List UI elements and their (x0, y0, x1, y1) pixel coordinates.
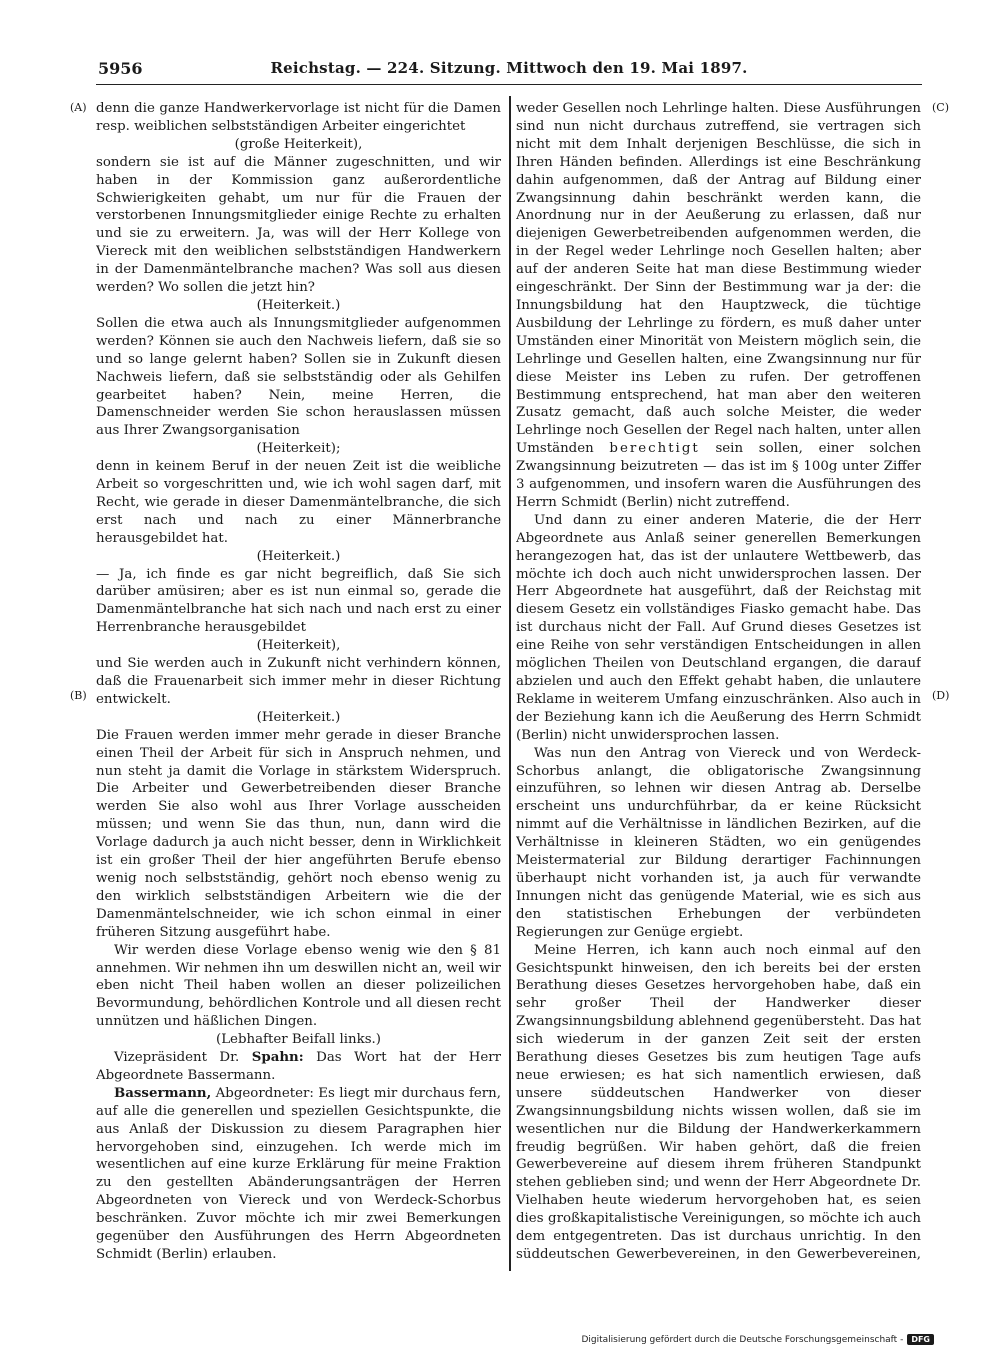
speaker-speech (96, 1085, 501, 1264)
left-column (96, 100, 501, 1265)
emphasized-word: berechtigt (609, 441, 700, 457)
speaker-name: Spahn: (251, 1049, 304, 1066)
column-divider (509, 96, 511, 1271)
page-number: 5956 (98, 59, 143, 78)
paragraph-text: weder Gesellen noch Lehrlinge halten. Diese Ausführungen sind nun nicht durchaus zutreffend, sie vertragen sich nicht mit dem Inhalt derjenigen Beschlüsse, die sich in Ihren Händen befinden. Allerdings ist eine Beschränkung dahin aufgenommen, daß der Antrag auf Bildung einer Zwangsinnung dahin beschränkt werden kann, die Anordnung nur in der Aeußerung zu erlassen, daß nur diejenigen Gewerbetreibenden aufgenommen werden, die in der Regel weder Lehrlinge noch Gesellen halten; aber auf der anderen Seite hat man diese Bestimmung wieder eingeschränkt. Der Sinn der Bestimmung war ja der: die Innungsbildung hat den Hauptzweck, die tüchtige Ausbildung der Lehrlinge zu fördern, es muß daher unter Umständen einer Minorität von Meistern möglich sein, die Lehrlinge und Gesellen halten, eine Zwangsinnung nur für diese Meister ins Leben zu rufen. Der getroffenen Bestimmung entsprechend, hat man aber den weiteren Zusatz gemacht, daß auch solche Meister, die weder Lehrlinge noch Gesellen der Regel nach halten, unter allen Umständen (516, 101, 921, 457)
paragraph (96, 1264, 501, 1265)
credit-text: Digitalisierung gefördert durch die Deutsche Forschungsgemeinschaft - (581, 1334, 904, 1345)
right-column (516, 100, 921, 1265)
margin-mark-c: (C) (932, 101, 949, 114)
paragraph (516, 100, 921, 512)
reaction: (Heiterkeit.) (256, 709, 341, 725)
reaction: (Lebhafter Beifall links.) (215, 1032, 382, 1048)
paragraph: Was nun den Antrag von Viereck und von Werdeck-Schorbus anlangt, die obligatorische Zwangsinnung einzuführen, so lehnen wir diesen Antrag ab. Derselbe erscheint uns undurchführbar, da er keine Rücksicht nimmt auf die Verhältnisse in ländlichen Bezirken, auf die Verhältnisse in kleineren Städten, wo ein genügendes Meistermaterial zur Bildung derartiger Fachinnungen überhaupt nicht vorhanden ist, ja auch für verwandte Innungen nicht das genügende Material, wie es sich aus den statistischen Erhebungen der verbündeten Regierungen zur Genüge ergiebt. (516, 745, 921, 940)
reaction: (Heiterkeit.) (256, 548, 341, 564)
running-title: Reichstag. — 224. Sitzung. Mittwoch den 19. Mai 1897. (270, 59, 748, 77)
paragraph-text: sein sollen, einer solchen Zwangsinnung beizutreten — das ist im § 100g unter Ziffer 3 aufgenommen, und insofern waren die Ausführungen des Herrn Schmidt (Berlin) nicht zutreffend. (516, 441, 921, 510)
paragraph: Meine Herren, ich kann auch noch einmal auf den Gesichtspunkt hinweisen, den ich bereits bei der ersten Berathung dieses Gesetzes hervorgehoben habe, daß ein sehr großer Theil der Handwerker dieser Zwangsinnungsbildung ablehnend gegenübersteht. Das hat sich wiederum in der ganzen Zeit seit der ersten Berathung dieses Gesetzes bis zum heutigen Tage aufs neue erwiesen; es hat sich namentlich erwiesen, daß unsere süddeutschen Handwerker von dieser Zwangsinnungsbildung nichts wissen wollen, daß sie im wesentlichen nur die Bildung der Handwerkerkammern freudig begrüßen. Wir haben gehört, daß die freien Gewerbevereine auf diesem ihrem früheren Standpunkt stehen geblieben sind; und wenn der Herr Abgeordnete Dr. Vielhaben heute wiederum hervorgehoben hat, es seien dies großkapitalistische Vereinigungen, so möchte ich auch dem entgegentreten. Das ist durchaus unrichtig. In den süddeutschen Gewerbevereinen, in den Gewerbevereinen, (516, 942, 921, 1262)
vice-president-speech (96, 1049, 501, 1085)
margin-mark-b: (B) (70, 689, 87, 702)
paragraph: und Sie werden auch in Zukunft nicht verhindern können, daß die Frauenarbeit sich immer mehr in dieser Richtung entwickelt. (96, 656, 501, 707)
reaction: (Heiterkeit); (256, 441, 341, 457)
paragraph: Und dann zu einer anderen Materie, die der Herr Abgeordnete aus Anlaß seiner generellen Bemerkungen herangezogen hat, das ist der unlautere Wettbewerb, das möchte ich doch auch nicht unwidersprochen lassen. Der Herr Abgeordnete hat ausgeführt, daß der Reichstag mit diesem Gesetz ein vollständiges Fiasko gemacht habe. Das ist durchaus nicht der Fall. Auf Grund dieses Gesetzes ist eine Reihe von sehr verständigen Entscheidungen in allen möglichen Theilen von Deutschland ergangen, die darauf abzielen und auch den Effekt gehabt haben, die unlautere Reklame in weiterem Umfang einzuschränken. Also auch in der Beziehung kann ich die Aeußerung des Herrn Schmidt (Berlin) nicht unwidersprochen lassen. (516, 512, 921, 743)
paragraph: denn die ganze Handwerkervorlage ist nicht für die Damen resp. weiblichen selbstständigen Arbeiter eingerichtet (96, 101, 501, 134)
reaction: (große Heiterkeit), (234, 136, 363, 152)
speaker-name: Bassermann, (114, 1084, 212, 1101)
paragraph: sondern sie ist auf die Männer zugeschnitten, und wir haben in der Kommission ganz außerordentliche Schwierigkeiten gehabt, um nur für die Frauen der verstorbenen Innungsmitglieder einige Rechte zu erhalten und sie zu erweitern. Ja, was will der Herr Kollege von Viereck mit den weiblichen selbstständigen Handwerkern in der Damenmäntelbranche machen? Was soll aus diesen werden? Wo sollen die jetzt hin? (96, 154, 501, 296)
paragraph: Die Frauen werden immer mehr gerade in dieser Branche einen Theil der Arbeit für sich in Anspruch nehmen, und nun steht ja damit die Vorlage in stärkstem Widerspruch. Die Arbeiter und Gewerbetreibenden dieser Branche werden Sie also wohl aus Ihrer Vorlage ausscheiden müssen; und wenn Sie das thun, nun, dann wird die Vorlage dadurch ja auch nicht besser, denn in Wirklichkeit ist ein großer Theil der hier angeführten Berufe ebenso wenig noch selbstständig, gehört noch ebenso wenig zu den wirklich selbstständigen Arbeitern wie die der Damenmäntelschneider, wie ich schon einmal in einer früheren Sitzung ausgeführt habe. (96, 727, 501, 940)
footer-credit (581, 1334, 934, 1345)
reaction: (Heiterkeit.) (256, 297, 341, 313)
speech-text: Das Wort hat der Herr Abgeordnete Bassermann. (96, 1050, 501, 1083)
speaker-role: Vizepräsident Dr. (114, 1050, 240, 1066)
speech-text: Abgeordneter: Es liegt mir durchaus fern, auf alle die generellen und speziellen Gesichtspunkte, die aus Anlaß der Diskussion zu diesem Paragraphen hier hervorgehoben sind, einzugehen. Ich werde mich im wesentlichen auf eine kurze Erklärung für meine Fraktion zu den gestellten Abänderungsanträgen der Herren Abgeordneten von Viereck und von Werdeck-Schorbus beschränken. Zuvor möchte ich mir zwei Bemerkungen gegenüber den Ausführungen des Herrn Abgeordneten Schmidt (Berlin) erlauben. (96, 1085, 501, 1262)
dfg-logo: DFG (907, 1334, 934, 1345)
paragraph: Wir werden diese Vorlage ebenso wenig wie den § 81 annehmen. Wir nehmen ihn um deswillen nicht an, weil wir eben nicht Theil haben wollen an dieser polizeilichen Bevormundung, behördlichen Kontrole und all diesen recht unnützen und häßlichen Dingen. (96, 942, 501, 1030)
page-header (96, 58, 922, 85)
paragraph: — Ja, ich finde es gar nicht begreiflich, daß Sie sich darüber amüsiren; aber es ist nun einmal so, gerade die Damenmäntelbranche hat sich nach und nach erst zu einer Herrenbranche herausgebildet (96, 566, 501, 636)
paragraph: denn in keinem Beruf in der neuen Zeit ist die weibliche Arbeit so vorgeschritten und, wie ich wohl sagen darf, mit Recht, wie gerade in dieser Damenmäntelbranche, die sich erst nach und nach zu einer Männerbranche herausgebildet hat. (96, 459, 501, 546)
margin-mark-d: (D) (932, 689, 950, 702)
paragraph: Sollen die etwa auch als Innungsmitglieder aufgenommen werden? Können sie auch den Nachweis liefern, daß sie so und so lange gelernt haben? Sollen sie in Zukunft diesen Nachweis liefern, daß sie selbstständig oder als Gehilfen gearbeitet haben? Nein, meine Herren, die Damenschneider werden Sie schon herauslassen müssen aus Ihrer Zwangsorganisation (96, 315, 501, 439)
reaction: (Heiterkeit), (256, 638, 341, 654)
margin-mark-a: (A) (70, 101, 87, 114)
